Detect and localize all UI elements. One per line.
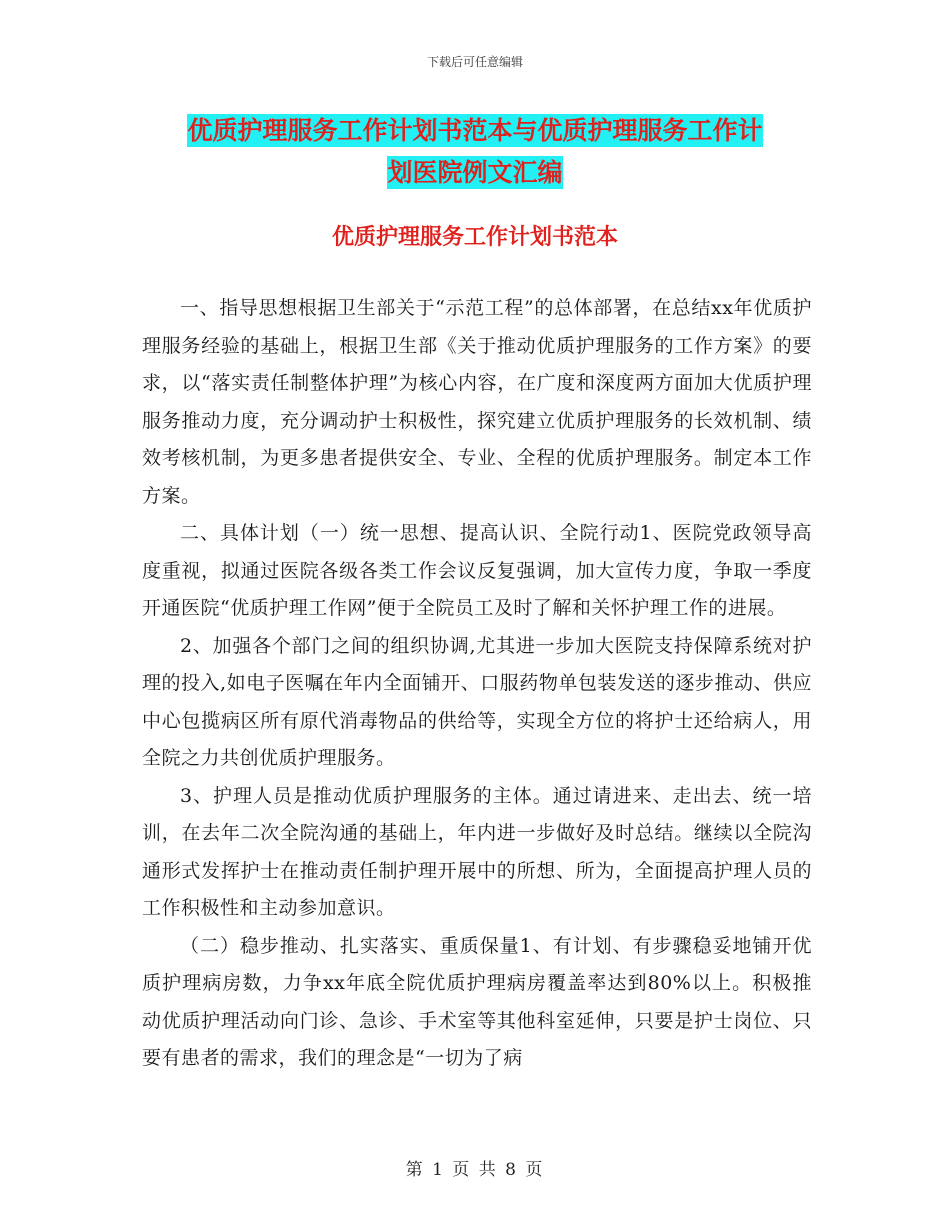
page-footer: 第 1 页 共 8 页 [405, 1160, 545, 1180]
document-title [140, 110, 810, 194]
document-body [142, 290, 812, 1078]
document-title-line-1: 优质护理服务工作计划书范本与优质护理服务工作计 [187, 116, 763, 145]
paragraph-nursing-staff: 3、护理人员是推动优质护理服务的主体。通过请进来、走出去、统一培训，在去年二次全院沟通的基础上，年内进一步做好及时总结。继续以全院沟通形式发挥护士在推动责任制护理开展中的所想、所为，全面提高护理人员的工作积极性和主动参加意识。 [142, 784, 812, 919]
document-title-line-2: 划医院例文汇编 [387, 158, 563, 187]
paragraph-guiding-ideology: 一、指导思想根据卫生部关于“示范工程”的总体部署，在总结xx年优质护理服务经验的基础上，根据卫生部《关于推动优质护理服务的工作方案》的要求，以“落实责任制整体护理”为核心内容，在广度和深度两方面加大优质护理服务推动力度，充分调动护士积极性，探究建立优质护理服务的长效机制、绩效考核机制，为更多患者提供安全、专业、全程的优质护理服务。制定本工作方案。 [142, 297, 812, 507]
section-title: 优质护理服务工作计划书范本 [331, 225, 618, 250]
header-note: 下载后可任意编辑 [426, 55, 523, 69]
paragraph-specific-plan: 二、具体计划（一）统一思想、提高认识、全院行动1、医院党政领导高度重视，拟通过医院各级各类工作会议反复强调，加大宣传力度，争取一季度开通医院“优质护理工作网”便于全院员工及时了解和关怀护理工作的进展。 [142, 522, 812, 619]
paragraph-steady-progress: （二）稳步推动、扎实落实、重质保量1、有计划、有步骤稳妥地铺开优质护理病房数，力争xx年底全院优质护理病房覆盖率达到80%以上。积极推动优质护理活动向门诊、急诊、手术室等其他科室延伸，只要是护士岗位、只要有患者的需求，我们的理念是“一切为了病 [142, 934, 812, 1069]
paragraph-coordination: 2、加强各个部门之间的组织协调,尤其进一步加大医院支持保障系统对护理的投入,如电子医嘱在年内全面铺开、口服药物单包装发送的逐步推动、供应中心包揽病区所有原代消毒物品的供给等，实现全方位的将护士还给病人，用全院之力共创优质护理服务。 [142, 634, 812, 769]
